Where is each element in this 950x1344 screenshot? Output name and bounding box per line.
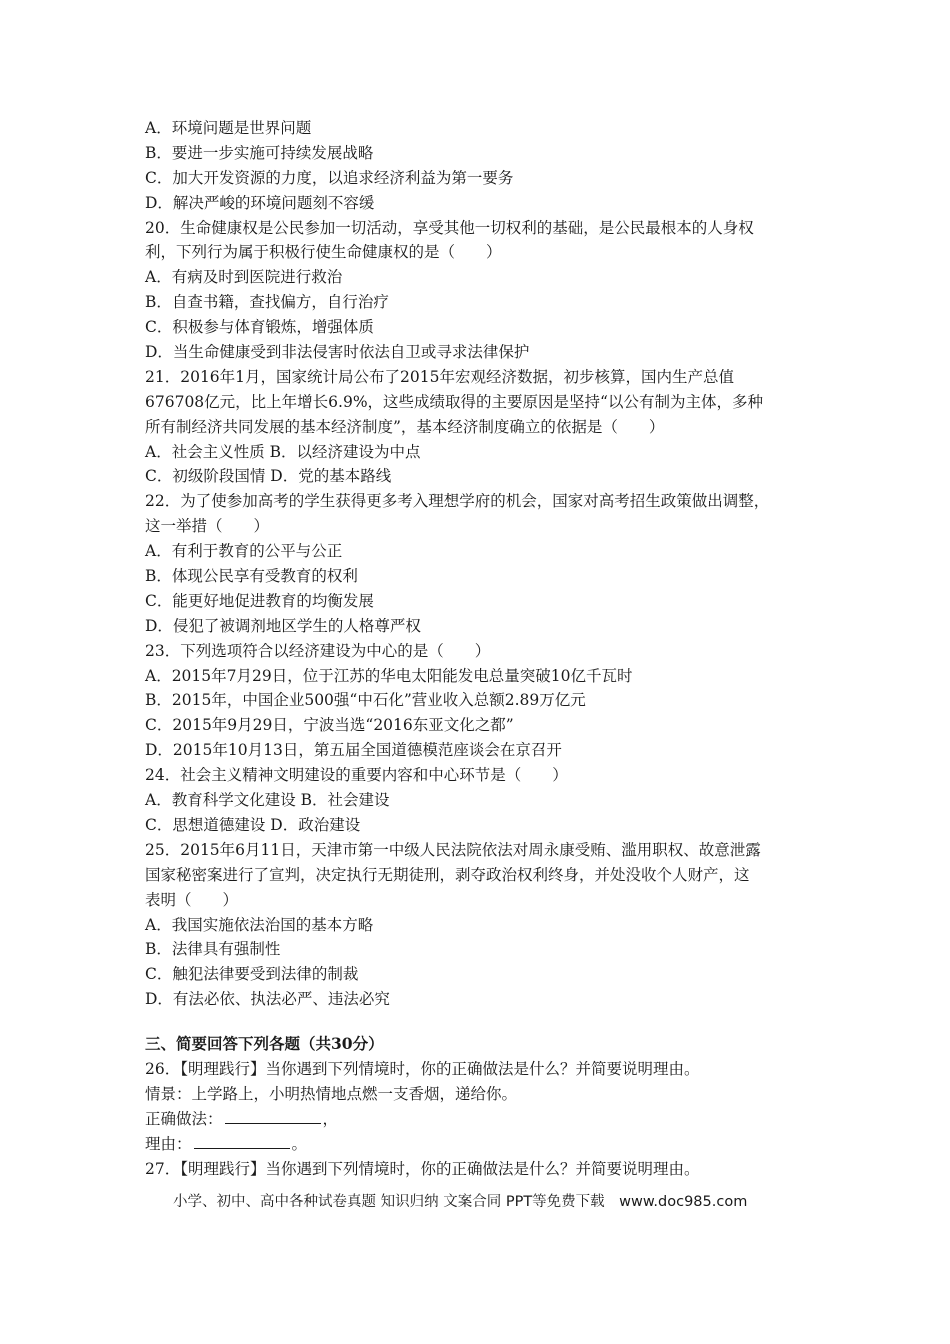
q21-options-cd: C．初级阶段国情 D．党的基本路线 (145, 467, 392, 486)
q25-stem-line: 表明（ ） (145, 890, 239, 909)
q19-option-c: C．加大开发资源的力度，以追求经济利益为第一要务 (145, 168, 514, 187)
q20-stem-line: 20．生命健康权是公民参加一切活动，享受其他一切权利的基础，是公民最根本的人身权 (145, 218, 754, 237)
exam-content (145, 116, 825, 1181)
section-3-title: 三、简要回答下列各题（共30分） (145, 1034, 384, 1054)
q23-option-b: B．2015年，中国企业500强“中石化”营业收入总额2.89万亿元 (145, 691, 586, 710)
q19-options (145, 116, 825, 216)
q23-option-c: C．2015年9月29日，宁波当选“2016东亚文化之都” (145, 716, 514, 735)
q19-option-d: D．解决严峻的环境问题刻不容缓 (145, 193, 375, 212)
q26-answer-end: ， (322, 1109, 339, 1128)
q25-option-d: D．有法必依、执法必严、违法必究 (145, 990, 390, 1009)
q22-option-c: C．能更好地促进教育的均衡发展 (145, 591, 374, 610)
q25-stem-line: 国家秘密案进行了宣判，决定执行无期徒刑，剥夺政治权利终身，并处没收个人财产，这 (145, 865, 750, 884)
q26-reason-end: 。 (291, 1134, 308, 1153)
q25-option-b: B．法律具有强制性 (145, 940, 281, 959)
q23-option-d: D．2015年10月13日，第五届全国道德模范座谈会在京召开 (145, 741, 562, 760)
q20-option-b: B．自查书籍，查找偏方，自行治疗 (145, 293, 389, 312)
q20-stem-line: 利，下列行为属于积极行使生命健康权的是（ ） (145, 243, 502, 262)
answer-blank[interactable] (225, 1107, 321, 1124)
question-23 (145, 639, 825, 763)
q22-option-a: A．有利于教育的公平与公正 (145, 542, 343, 561)
q27-stem: 27．【明理践行】当你遇到下列情境时，你的正确做法是什么？并简要说明理由。 (145, 1159, 700, 1178)
q22-stem-line: 22．为了使参加高考的学生获得更多考入理想学府的机会，国家对高考招生政策做出调整， (145, 492, 770, 511)
q20-option-d: D．当生命健康受到非法侵害时依法自卫或寻求法律保护 (145, 343, 530, 362)
reason-blank[interactable] (194, 1132, 290, 1149)
q24-stem-line: 24．社会主义精神文明建设的重要内容和中心环节是（ ） (145, 766, 568, 785)
question-22 (145, 489, 825, 638)
question-21 (145, 365, 825, 489)
q24-options-cd: C．思想道德建设 D．政治建设 (145, 815, 361, 834)
q21-stem-line: 所有制经济共同发展的基本经济制度”，基本经济制度确立的依据是（ ） (145, 417, 665, 436)
question-24 (145, 763, 825, 838)
q25-option-c: C．触犯法律要受到法律的制裁 (145, 965, 359, 984)
q23-option-a: A．2015年7月29日，位于江苏的华电太阳能发电总量突破10亿千瓦时 (145, 666, 633, 685)
q26-stem: 26．【明理践行】当你遇到下列情境时，你的正确做法是什么？并简要说明理由。 (145, 1059, 700, 1078)
q25-option-a: A．我国实施依法治国的基本方略 (145, 915, 374, 934)
q25-stem-line: 25．2015年6月11日，天津市第一中级人民法院依法对周永康受贿、滥用职权、故意泄露 (145, 840, 761, 859)
q20-option-a: A．有病及时到医院进行救治 (145, 268, 343, 287)
q26-reason-label: 理由： (145, 1134, 192, 1153)
q22-stem-line: 这一举措（ ） (145, 517, 270, 536)
q23-stem-line: 23．下列选项符合以经济建设为中心的是（ ） (145, 641, 491, 660)
q22-option-b: B．体现公民享有受教育的权利 (145, 567, 358, 586)
q26-scene: 情景：上学路上，小明热情地点燃一支香烟，递给你。 (145, 1084, 518, 1103)
page-footer: 小学、初中、高中各种试卷真题 知识归纳 文案合同 PPT等免费下载 www.doc985.com (173, 1194, 748, 1210)
q24-options-ab: A．教育科学文化建设 B．社会建设 (145, 791, 390, 810)
q21-stem-line: 21．2016年1月，国家统计局公布了2015年宏观经济数据，初步核算，国内生产总值 (145, 367, 734, 386)
q19-option-b: B．要进一步实施可持续发展战略 (145, 143, 374, 162)
q21-stem-line: 676708亿元，比上年增长6.9%，这些成绩取得的主要原因是坚持“以公有制为主体，多种 (145, 392, 763, 411)
q26-reason-line (145, 1132, 825, 1157)
q26-answer-line (145, 1107, 825, 1132)
q20-option-c: C．积极参与体育锻炼，增强体质 (145, 318, 374, 337)
q19-option-a: A．环境问题是世界问题 (145, 119, 312, 137)
q22-option-d: D．侵犯了被调剂地区学生的人格尊严权 (145, 616, 421, 635)
q26-answer-label: 正确做法： (145, 1109, 223, 1128)
q21-options-ab: A．社会主义性质 B．以经济建设为中点 (145, 442, 421, 461)
question-25 (145, 838, 825, 1012)
question-20 (145, 216, 825, 365)
